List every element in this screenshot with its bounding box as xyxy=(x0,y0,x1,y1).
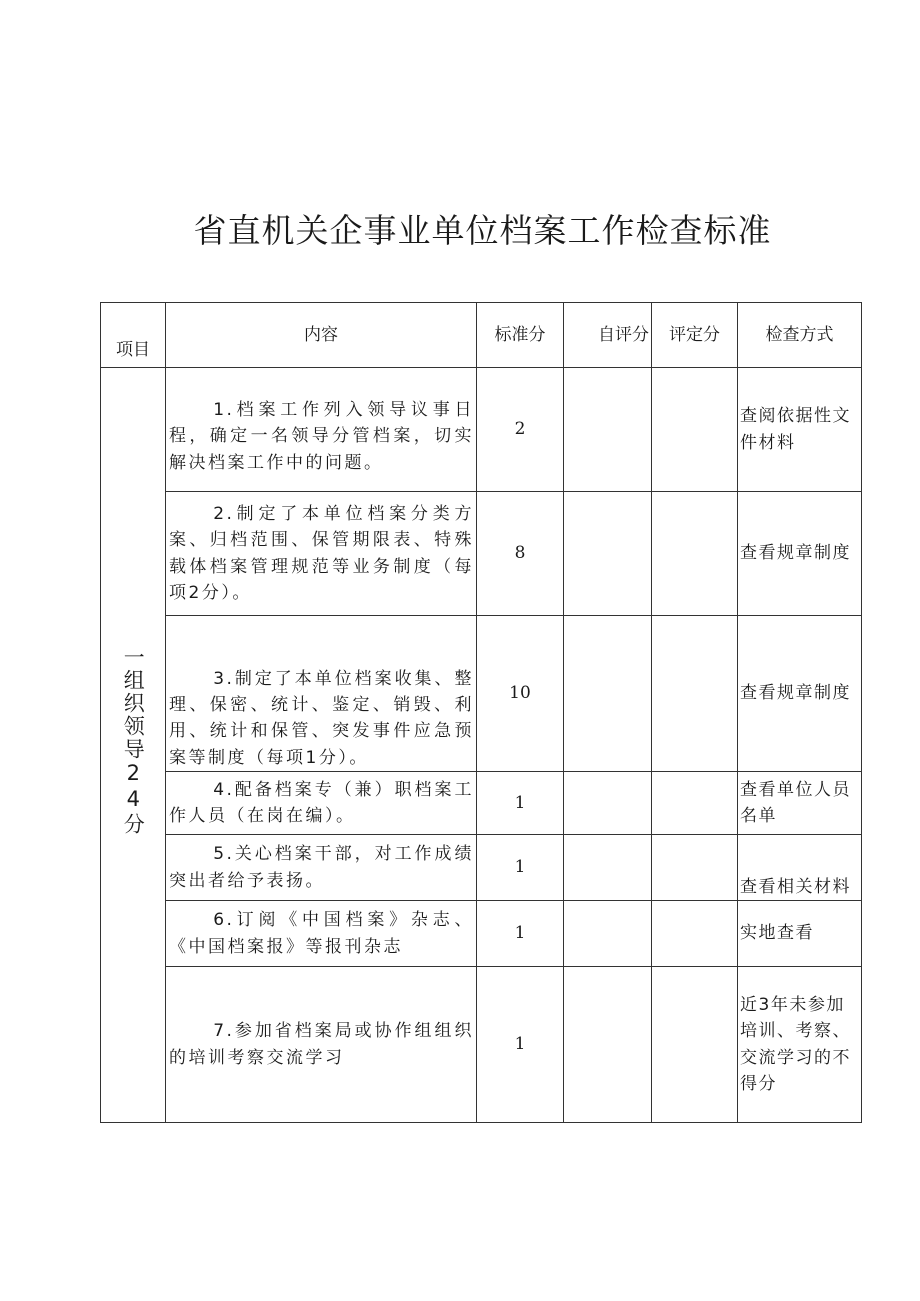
header-self-score: 自评分 xyxy=(564,303,652,368)
row-content: 3.制定了本单位档案收集、整理、保密、统计、鉴定、销毁、利用、统计和保管、突发事件应急预案等制度（每项1分）。 xyxy=(166,616,477,772)
row-rated-score[interactable] xyxy=(652,835,738,901)
table-row xyxy=(101,492,862,616)
row-content: 4.配备档案专（兼）职档案工作人员（在岗在编）。 xyxy=(166,772,477,835)
row-method: 查阅依据性文件材料 xyxy=(738,368,862,492)
row-method: 查看相关材料 xyxy=(738,835,862,901)
table-header-row xyxy=(101,303,862,368)
row-method: 实地查看 xyxy=(738,901,862,967)
row-self-score[interactable] xyxy=(564,492,652,616)
row-standard-score: 8 xyxy=(477,492,564,616)
row-standard-score: 1 xyxy=(477,772,564,835)
row-content: 5.关心档案干部，对工作成绩突出者给予表扬。 xyxy=(166,835,477,901)
row-standard-score: 2 xyxy=(477,368,564,492)
page-title: 省直机关企事业单位档案工作检查标准 xyxy=(193,211,772,250)
table-row xyxy=(101,616,862,772)
table-row xyxy=(101,772,862,835)
header-standard-score: 标准分 xyxy=(477,303,564,368)
row-standard-score: 1 xyxy=(477,835,564,901)
row-content: 6.订阅《中国档案》杂志、《中国档案报》等报刊杂志 xyxy=(166,901,477,967)
row-rated-score[interactable] xyxy=(652,492,738,616)
header-method: 检查方式 xyxy=(738,303,862,368)
row-standard-score: 1 xyxy=(477,967,564,1123)
row-self-score[interactable] xyxy=(564,835,652,901)
row-method: 近3年未参加培训、考察、交流学习的不得分 xyxy=(738,967,862,1123)
row-self-score[interactable] xyxy=(564,616,652,772)
row-method: 查看单位人员名单 xyxy=(738,772,862,835)
table-row xyxy=(101,835,862,901)
row-method: 查看规章制度 xyxy=(738,492,862,616)
header-item: 项目 xyxy=(101,303,166,368)
header-rated-score: 评定分 xyxy=(652,303,738,368)
row-rated-score[interactable] xyxy=(652,772,738,835)
row-method: 查看规章制度 xyxy=(738,616,862,772)
table-row xyxy=(101,368,862,492)
row-content: 1.档案工作列入领导议事日程，确定一名领导分管档案，切实解决档案工作中的问题。 xyxy=(166,368,477,492)
header-content: 内容 xyxy=(166,303,477,368)
row-self-score[interactable] xyxy=(564,368,652,492)
row-rated-score[interactable] xyxy=(652,967,738,1123)
category-label: 一组织领导24分 xyxy=(121,645,146,836)
row-self-score[interactable] xyxy=(564,901,652,967)
row-self-score[interactable] xyxy=(564,967,652,1123)
inspection-standard-table xyxy=(100,302,862,1123)
table-row xyxy=(101,967,862,1123)
row-standard-score: 10 xyxy=(477,616,564,772)
row-content: 7.参加省档案局或协作组组织的培训考察交流学习 xyxy=(166,967,477,1123)
category-cell xyxy=(101,368,166,1123)
row-rated-score[interactable] xyxy=(652,368,738,492)
row-rated-score[interactable] xyxy=(652,616,738,772)
row-rated-score[interactable] xyxy=(652,901,738,967)
row-self-score[interactable] xyxy=(564,772,652,835)
row-content: 2.制定了本单位档案分类方案、归档范围、保管期限表、特殊载体档案管理规范等业务制度（每项2分）。 xyxy=(166,492,477,616)
row-standard-score: 1 xyxy=(477,901,564,967)
table-row xyxy=(101,901,862,967)
